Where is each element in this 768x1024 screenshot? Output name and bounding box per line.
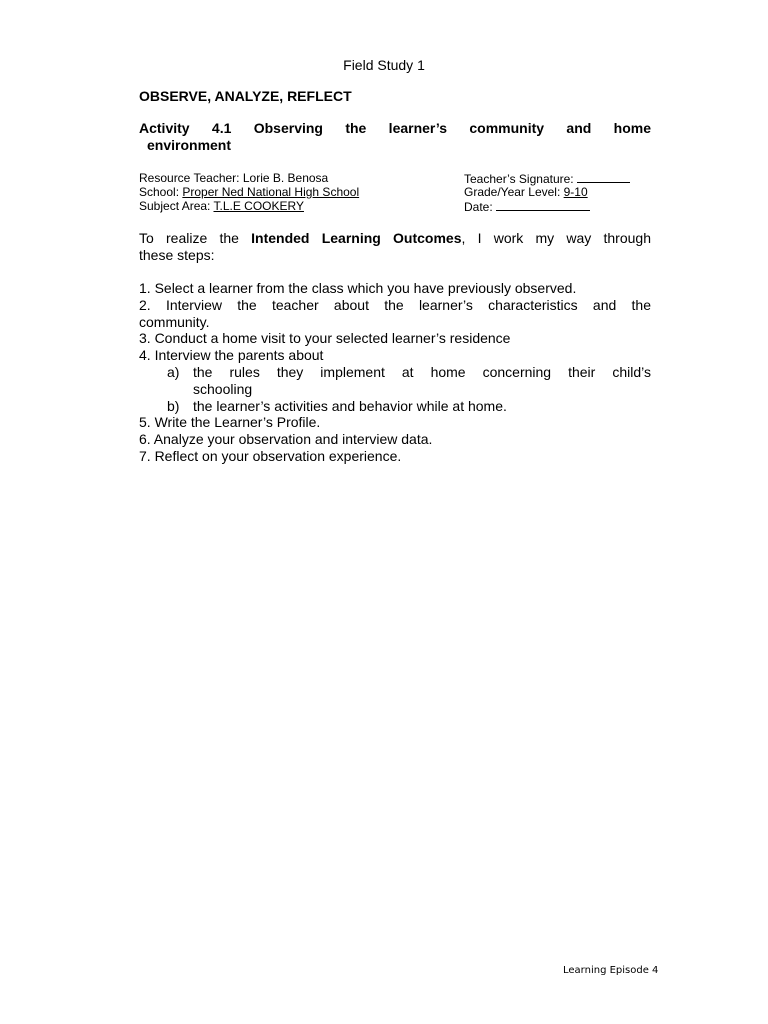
date-blank-line	[496, 199, 590, 211]
section-title: OBSERVE, ANALYZE, REFLECT	[139, 88, 352, 104]
intro-paragraph	[139, 230, 651, 264]
intro-line1	[139, 230, 651, 247]
grade-field	[464, 185, 588, 199]
activity-heading-line2: environment	[147, 137, 232, 153]
step-4b-text: the learner’s activities and behavior while at home.	[193, 397, 507, 414]
intro-prefix: To realize the	[139, 230, 252, 246]
step-7: 7. Reflect on your observation experience.	[139, 447, 402, 464]
step-2-line2: community.	[139, 313, 210, 330]
signature-blank-line	[577, 171, 630, 183]
school-label: School:	[139, 185, 183, 199]
info-row-1	[139, 171, 651, 185]
step-4a-marker: a)	[167, 363, 180, 380]
step-4a-line1: the rules they implement at home concerning their child’s	[193, 363, 651, 380]
step-4a-text	[193, 364, 651, 398]
intro-suffix: , I work my way through	[461, 230, 651, 246]
intro-bold-phrase: Intended Learning Outcomes	[251, 230, 462, 246]
resource-teacher-field	[139, 171, 464, 185]
step-2-line1: 2. Interview the teacher about the learner’s characteristics and the	[139, 296, 651, 313]
step-4b-marker: b)	[167, 397, 180, 414]
subject-label: Subject Area:	[139, 199, 214, 213]
step-4b	[139, 398, 651, 415]
step-4a-line2: schooling	[193, 380, 253, 397]
step-6: 6. Analyze your observation and interview data.	[139, 431, 433, 448]
info-block	[139, 171, 651, 213]
grade-value: 9-10	[563, 185, 588, 199]
signature-label: Teacher’s Signature:	[464, 172, 577, 186]
signature-field	[464, 171, 630, 185]
resource-teacher-value: Lorie B. Benosa	[242, 171, 329, 185]
activity-heading-line1: Activity 4.1 Observing the learner’s community and home	[139, 120, 651, 136]
step-1: 1. Select a learner from the class which you have previously observed.	[139, 280, 577, 296]
page-footer: Learning Episode 4	[563, 965, 659, 976]
steps-list	[139, 280, 651, 465]
intro-line2: these steps:	[139, 247, 215, 263]
school-field	[139, 185, 464, 199]
date-field	[464, 199, 590, 213]
step-5: 5. Write the Learner’s Profile.	[139, 414, 321, 431]
subject-value: T.L.E COOKERY	[213, 199, 304, 213]
step-3: 3. Conduct a home visit to your selected learner’s residence	[139, 330, 511, 347]
date-label: Date:	[464, 200, 497, 214]
activity-heading	[139, 120, 651, 154]
resource-teacher-label: Resource Teacher:	[139, 171, 243, 185]
school-value: Proper Ned National High School	[182, 185, 360, 199]
info-row-2	[139, 185, 651, 199]
subject-field	[139, 199, 464, 213]
step-4: 4. Interview the parents about	[139, 347, 324, 364]
step-4a	[139, 364, 651, 398]
page-header: Field Study 1	[343, 57, 425, 73]
grade-label: Grade/Year Level:	[464, 185, 564, 199]
info-row-3	[139, 199, 651, 213]
